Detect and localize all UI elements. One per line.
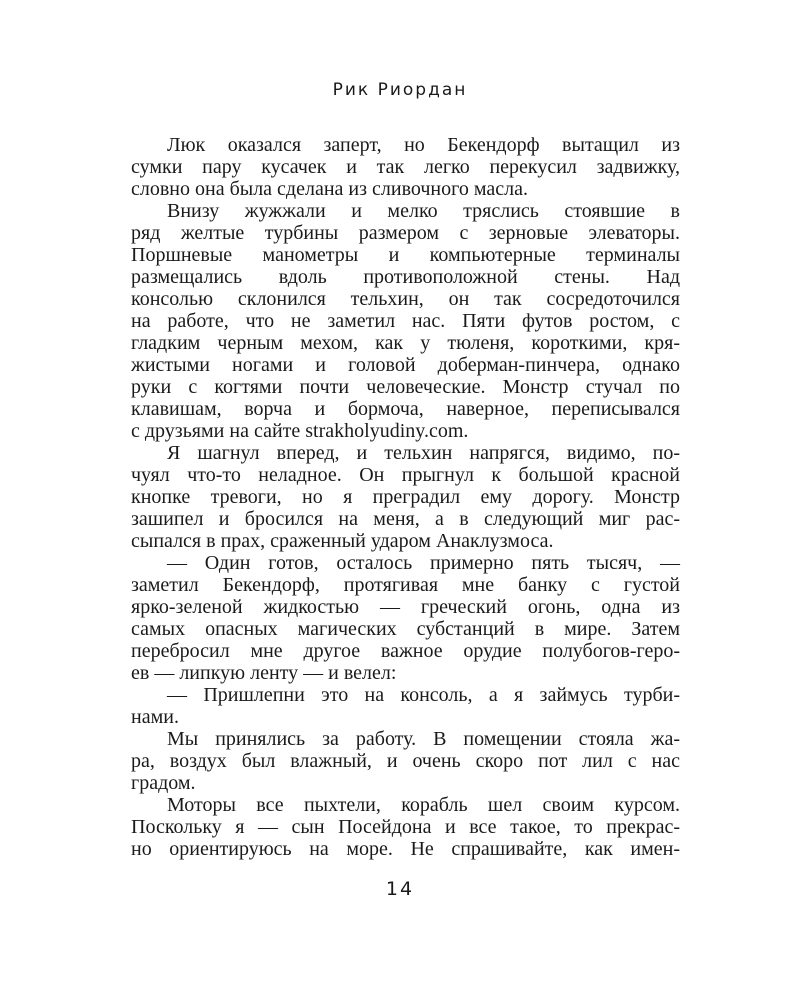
paragraph [131,200,680,442]
text-line: консолью склонился тельхин, он так сосредоточился [131,288,680,310]
text-line: — Один готов, осталось примерно пять тысяч, — [167,552,680,574]
paragraph [131,728,680,794]
text-line: Поскольку я — сын Посейдона и все такое, то прекрас- [131,816,680,838]
text-line: ра, воздух был влажный, и очень скоро пот лил с нас [131,750,680,772]
text-line: клавишам, ворча и бормоча, наверное, переписывался [131,398,680,420]
text-line: гладким черным мехом, как у тюленя, короткими, кря- [131,332,680,354]
text-line: ев — липкую ленту — и велел: [131,662,397,684]
paragraph [131,794,680,860]
running-header-author: Рик Риордан [332,80,468,100]
text-line: жистыми ногами и головой доберман-пинчера, однако [131,354,680,376]
text-line: Мы принялись за работу. В помещении стояла жа- [167,728,680,750]
text-line: — Пришлепни это на консоль, а я займусь турби- [167,684,680,706]
text-line: Люк оказался заперт, но Бекендорф вытащил из [167,134,680,156]
text-line: Поршневые манометры и компьютерные терминалы [131,244,680,266]
text-line: чуял что-то неладное. Он прыгнул к большой красной [131,464,680,486]
paragraph [131,134,680,200]
paragraph [131,684,680,728]
text-line: самых опасных магических субстанций в мире. Затем [131,618,680,640]
text-line: Внизу жужжали и мелко тряслись стоявшие в [167,200,680,222]
text-line: градом. [131,772,196,794]
text-line: на работе, что не заметил нас. Пяти футов ростом, с [131,310,680,332]
text-line: заметил Бекендорф, протягивая мне банку с густой [131,574,680,596]
text-line: Моторы все пыхтели, корабль шел своим курсом. [167,794,680,816]
text-line: ярко-зеленой жидкостью — греческий огонь, одна из [131,596,680,618]
text-line: перебросил мне другое важное орудие полубогов-геро- [131,640,680,662]
text-line: руки с когтями почти человеческие. Монстр стучал по [131,376,680,398]
text-line: нами. [131,706,179,728]
text-line: ряд желтые турбины размером с зерновые элеваторы. [131,222,680,244]
body-text [131,134,680,860]
paragraph [131,552,680,684]
text-line: Я шагнул вперед, и тельхин напрягся, видимо, по- [167,442,680,464]
page-number: 14 [385,878,415,900]
text-line: сумки пару кусачек и так легко перекусил задвижку, [131,156,680,178]
paragraph [131,442,680,552]
text-line: кнопке тревоги, но я преградил ему дорогу. Монстр [131,486,680,508]
text-line: зашипел и бросился на меня, а в следующий миг рас- [131,508,680,530]
text-line: с друзьями на сайте strakholyudiny.com. [131,420,469,442]
text-line: но ориентируюсь на море. Не спрашивайте, как имен- [131,838,680,860]
text-line: размещались вдоль противоположной стены. Над [131,266,680,288]
text-line: сыпался в прах, сраженный ударом Анаклузмоса. [131,530,554,552]
text-line: словно она была сделана из сливочного масла. [131,178,528,200]
